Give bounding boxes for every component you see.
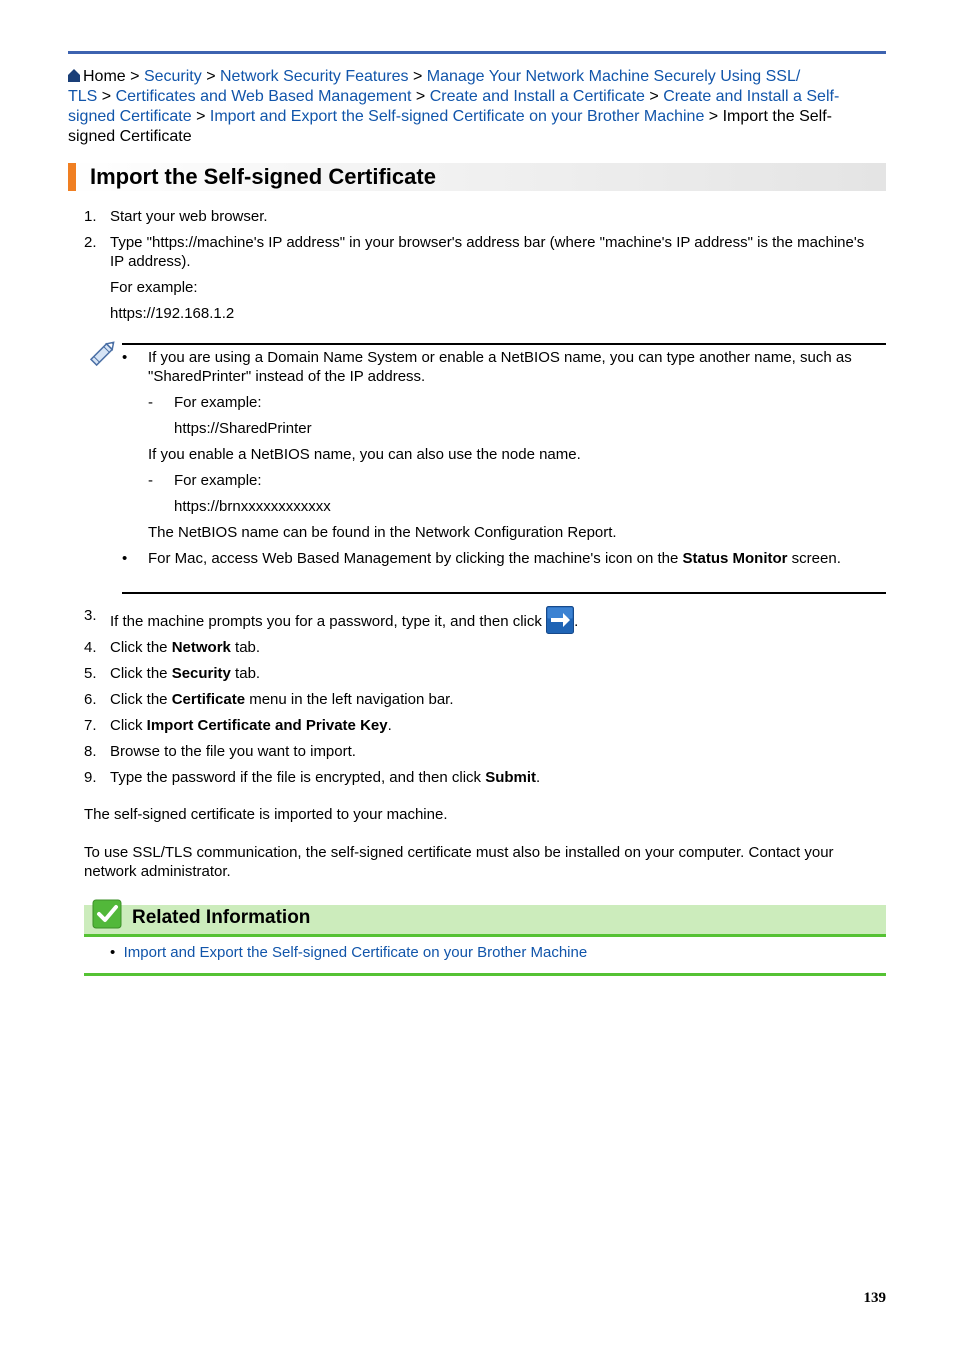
pencil-note-icon [86, 336, 120, 370]
title-bar [68, 163, 886, 191]
breadcrumb-link-create-install-self-signed-cont[interactable]: signed Certificate [68, 108, 192, 125]
breadcrumb-separator: > [130, 68, 140, 85]
step-number: 2. [84, 234, 97, 251]
checkmark-icon [92, 899, 122, 929]
breadcrumb-link-security[interactable]: Security [143, 68, 202, 85]
note-dash: - [148, 472, 153, 489]
note-report-text: The NetBIOS name can be found in the Network Configuration Report. [148, 524, 617, 541]
step-text: Type the password if the file is encrypted, and then click Submit. [110, 769, 541, 786]
breadcrumb-link-manage-ssl-tls[interactable]: Manage Your Network Machine Securely Using SSL/ [426, 68, 801, 85]
breadcrumb-home[interactable]: Home [83, 68, 126, 85]
note-top-rule [122, 343, 886, 345]
related-information-title: Related Information [132, 907, 311, 928]
breadcrumb-separator: > [649, 88, 659, 105]
step-text: Click Import Certificate and Private Key. [110, 717, 392, 734]
page-title: Import the Self-signed Certificate [90, 164, 436, 189]
step-number: 8. [84, 743, 97, 760]
note-item-1: If you are using a Domain Name System or enable a NetBIOS name, you can type another name, such as "SharedPrinter" instead of the IP address. [148, 349, 852, 385]
note-example-url: https://SharedPrinter [174, 420, 312, 437]
step-number: 9. [84, 769, 97, 786]
note-dash: - [148, 394, 153, 411]
step-text: Type "https://machine's IP address" in your browser's address bar (where "machine's IP address" is the machine's IP address). [110, 234, 865, 270]
breadcrumb-separator: > [206, 68, 216, 85]
result-text: The self-signed certificate is imported to your machine. [84, 806, 448, 823]
step-number: 5. [84, 665, 97, 682]
breadcrumb-link-manage-ssl-tls-cont[interactable]: TLS [68, 88, 98, 105]
breadcrumb-separator: > [196, 108, 206, 125]
title-accent [68, 163, 76, 191]
ssl-text: To use SSL/TLS communication, the self-signed certificate must also be installed on your computer. Contact your network administrator. [84, 844, 834, 880]
related-bottom-rule [84, 973, 886, 976]
related-link-import-export[interactable]: Import and Export the Self-signed Certificate on your Brother Machine [123, 944, 588, 961]
step-text: If the machine prompts you for a password, type it, and then click . [110, 606, 874, 634]
step-number: 7. [84, 717, 97, 734]
step-text: Click the Certificate menu in the left navigation bar. [110, 691, 454, 708]
note-item-2: For Mac, access Web Based Management by clicking the machine's icon on the Status Monitor screen. [148, 550, 841, 567]
note-bullet: • [122, 550, 128, 567]
breadcrumb-link-network-security-features[interactable]: Network Security Features [219, 68, 409, 85]
note-bullet: • [122, 349, 128, 366]
related-bullet: • [110, 944, 116, 961]
step-number: 6. [84, 691, 97, 708]
breadcrumb-current: Import the Self- [722, 108, 832, 125]
breadcrumb-link-import-export[interactable]: Import and Export the Self-signed Certificate on your Brother Machine [209, 108, 705, 125]
breadcrumb-link-create-install-certificate[interactable]: Create and Install a Certificate [429, 88, 645, 105]
step-number: 4. [84, 639, 97, 656]
breadcrumb-separator: > [708, 108, 719, 125]
arrow-right-button-icon [546, 606, 574, 634]
note-example-label: For example: [174, 394, 262, 411]
breadcrumb-link-certificates[interactable]: Certificates and Web Based Management [115, 88, 412, 105]
step-text: Click the Security tab. [110, 665, 261, 682]
step-number: 1. [84, 208, 97, 225]
page-number: 139 [863, 1290, 886, 1306]
step-text: Browse to the file you want to import. [110, 743, 356, 760]
note-netbios-text: If you enable a NetBIOS name, you can also use the node name. [148, 446, 581, 463]
breadcrumb-separator: > [101, 88, 112, 105]
example-label: For example: [110, 279, 198, 296]
breadcrumb-current-cont: signed Certificate [68, 128, 192, 145]
breadcrumb [68, 67, 886, 147]
note-bottom-rule [122, 592, 886, 594]
step-number: 3. [84, 607, 97, 624]
top-rule [68, 51, 886, 54]
home-icon [68, 69, 80, 82]
step-text: Click the Network tab. [110, 639, 261, 656]
example-url: https://192.168.1.2 [110, 305, 235, 322]
breadcrumb-separator: > [415, 88, 426, 105]
step-text: Start your web browser. [110, 208, 268, 225]
note-example-url: https://brnxxxxxxxxxxxx [174, 498, 331, 515]
note-example-label: For example: [174, 472, 262, 489]
related-information-header [84, 905, 886, 937]
related-list-item [110, 943, 587, 962]
breadcrumb-link-create-install-self-signed[interactable]: Create and Install a Self- [663, 88, 840, 105]
breadcrumb-separator: > [412, 68, 423, 85]
